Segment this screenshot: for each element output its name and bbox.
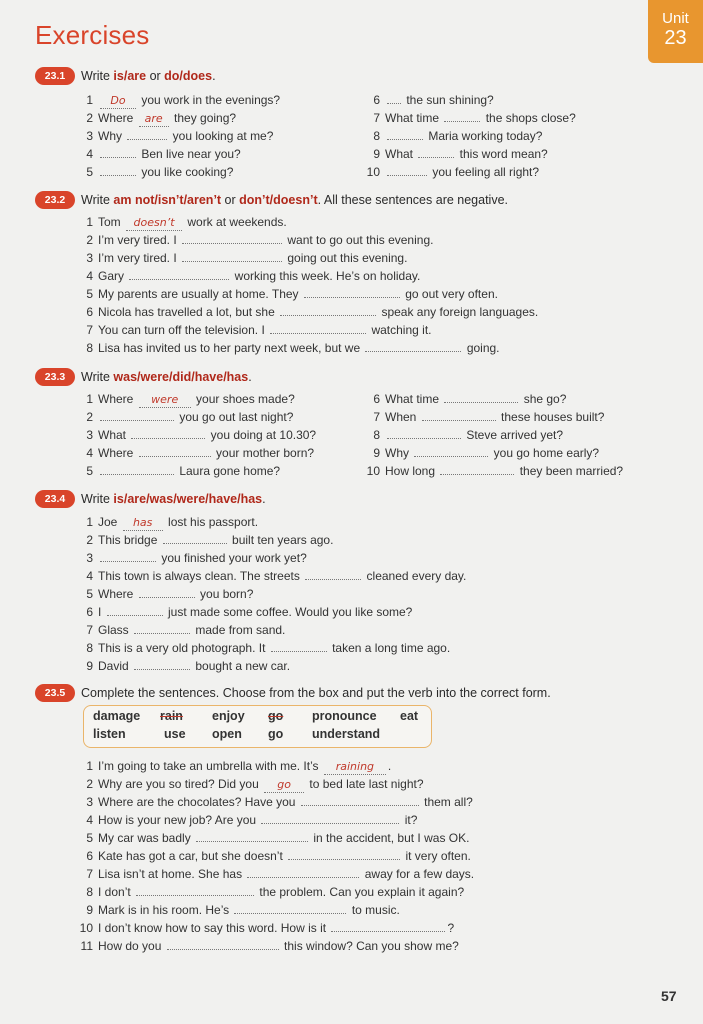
item-number: 8 <box>86 885 93 899</box>
item-text: Where <box>98 392 137 406</box>
exercise-badge: 23.3 <box>35 368 75 386</box>
exercise-instruction <box>81 368 252 386</box>
item-number: 6 <box>86 305 93 319</box>
item-text: go out very often. <box>401 287 498 301</box>
page-number: 57 <box>661 988 677 1004</box>
item-number: 1 <box>86 215 93 229</box>
item-text: speak any foreign languages. <box>378 305 539 319</box>
exercise-item <box>79 267 420 285</box>
answer-blank[interactable] <box>387 128 423 140</box>
item-text: Ben live near you? <box>138 147 241 161</box>
item-number: 3 <box>86 795 93 809</box>
item-text: the shops close? <box>482 111 576 125</box>
answer-blank[interactable] <box>304 286 400 298</box>
answer-blank[interactable] <box>129 268 229 280</box>
unit-number: 23 <box>664 27 687 49</box>
exercise-item <box>79 163 233 181</box>
item-text: the problem. Can you explain it again? <box>256 885 465 899</box>
item-text: Joe <box>98 515 121 529</box>
exercise-item <box>366 145 548 163</box>
exercise-item <box>79 621 285 639</box>
exercise-item <box>79 829 469 847</box>
exercise-instruction <box>81 67 216 85</box>
example-answer: Do <box>100 94 136 109</box>
item-text: How is your new job? Are you <box>98 813 260 827</box>
answer-blank[interactable] <box>127 128 167 140</box>
item-text: you go out last night? <box>176 410 294 424</box>
item-text: Lisa has invited us to her party next week, but we <box>98 341 364 355</box>
exercise-item <box>79 145 241 163</box>
unit-tab <box>648 0 703 63</box>
item-number: 5 <box>86 165 93 179</box>
item-number: 5 <box>86 464 93 478</box>
item-number: 8 <box>86 641 93 655</box>
item-number: 1 <box>86 515 93 529</box>
item-number: 2 <box>86 111 93 125</box>
example-answer: has <box>123 516 163 531</box>
item-text: the sun shining? <box>403 93 494 107</box>
answer-blank[interactable] <box>387 92 401 104</box>
answer-blank[interactable] <box>331 920 445 932</box>
item-number: 7 <box>86 867 93 881</box>
word-box <box>83 705 432 748</box>
answer-blank[interactable] <box>163 532 227 544</box>
instruction-text: . <box>248 370 252 384</box>
exercise-item <box>366 163 539 181</box>
item-number: 3 <box>86 428 93 442</box>
item-text: Laura gone home? <box>176 464 281 478</box>
item-number: 6 <box>373 392 380 406</box>
word-box-word: use <box>164 727 186 741</box>
instruction-text: Write <box>81 492 114 506</box>
item-text: just made some coffee. Would you like some? <box>164 605 413 619</box>
word-box-word: damage <box>93 709 141 723</box>
item-text: you born? <box>196 587 254 601</box>
item-number: 1 <box>86 759 93 773</box>
exercise-item <box>79 91 280 109</box>
answer-blank[interactable] <box>139 445 211 457</box>
answer-blank[interactable] <box>136 884 254 896</box>
item-number: 9 <box>86 659 93 673</box>
exercise-item <box>79 775 424 793</box>
item-number: 8 <box>373 129 380 143</box>
exercise-item <box>79 937 459 955</box>
answer-blank[interactable] <box>270 322 366 334</box>
item-text: What <box>98 428 130 442</box>
example-answer: were <box>139 393 191 408</box>
exercise-item <box>366 127 542 145</box>
exercise-item <box>79 213 287 231</box>
item-number: 5 <box>86 287 93 301</box>
exercise-item <box>366 462 623 480</box>
answer-blank[interactable] <box>387 427 461 439</box>
item-text: Lisa isn’t at home. She has <box>98 867 246 881</box>
instruction-text: . <box>212 69 216 83</box>
exercise-item <box>79 919 454 937</box>
item-text: work at weekends. <box>184 215 287 229</box>
word-box-word: listen <box>93 727 126 741</box>
answer-blank[interactable] <box>280 304 376 316</box>
exercise-item <box>79 567 466 585</box>
exercise-item <box>79 865 474 883</box>
item-text: your shoes made? <box>192 392 295 406</box>
item-text: you doing at 10.30? <box>207 428 317 442</box>
item-text: ? <box>447 921 455 935</box>
answer-blank[interactable] <box>247 866 359 878</box>
item-text: cleaned every day. <box>363 569 467 583</box>
item-text: working this week. He’s on holiday. <box>231 269 421 283</box>
exercise-item <box>79 462 280 480</box>
word-box-word: eat <box>400 709 419 723</box>
item-text: I’m very tired. I <box>98 251 181 265</box>
item-text: in the accident, but I was OK. <box>310 831 470 845</box>
target-words: was/were/did/have/has <box>113 370 249 384</box>
item-number: 4 <box>86 813 93 827</box>
item-text: Why <box>98 129 126 143</box>
item-text: What time <box>385 111 443 125</box>
instruction-text: or <box>221 193 240 207</box>
exercise-item <box>79 549 307 567</box>
item-number: 9 <box>373 147 380 161</box>
item-number: 10 <box>366 165 380 179</box>
answer-blank[interactable] <box>100 550 156 562</box>
exercise-instruction <box>81 191 508 209</box>
exercise-item <box>79 531 333 549</box>
item-text: Why <box>385 446 413 460</box>
exercise-item <box>79 426 316 444</box>
answer-blank[interactable] <box>182 232 282 244</box>
answer-blank[interactable] <box>139 586 195 598</box>
item-text: When <box>385 410 420 424</box>
answer-blank[interactable] <box>196 830 308 842</box>
instruction-text: Write <box>81 370 114 384</box>
answer-blank[interactable] <box>100 146 136 158</box>
item-text: it very often. <box>402 849 471 863</box>
instruction-text: or <box>146 69 165 83</box>
item-text: This bridge <box>98 533 161 547</box>
word-box-word: go <box>268 727 284 741</box>
exercise-item <box>79 408 293 426</box>
item-number: 6 <box>86 605 93 619</box>
example-answer: raining <box>324 760 386 775</box>
item-text: you go home early? <box>490 446 600 460</box>
item-number: 4 <box>86 269 93 283</box>
item-number: 7 <box>86 623 93 637</box>
item-text: away for a few days. <box>361 867 475 881</box>
exercise-badge: 23.1 <box>35 67 75 85</box>
item-text: they going? <box>170 111 237 125</box>
answer-blank[interactable] <box>107 604 163 616</box>
item-number: 2 <box>86 410 93 424</box>
exercise-item <box>79 109 236 127</box>
item-number: 7 <box>373 111 380 125</box>
exercise-item <box>79 657 290 675</box>
item-text: bought a new car. <box>192 659 291 673</box>
unit-label: Unit <box>662 10 689 27</box>
item-text: to bed late last night? <box>306 777 424 791</box>
item-number: 6 <box>86 849 93 863</box>
item-number: 5 <box>86 587 93 601</box>
item-text: Where <box>98 587 137 601</box>
exercise-item <box>79 883 464 901</box>
answer-blank[interactable] <box>134 658 190 670</box>
exercise-item <box>79 639 450 657</box>
item-text: this word mean? <box>456 147 548 161</box>
target-words: am not/isn’t/aren’t <box>113 193 222 207</box>
item-text: you looking at me? <box>169 129 274 143</box>
item-text: to music. <box>348 903 400 917</box>
item-number: 4 <box>86 446 93 460</box>
answer-blank[interactable] <box>444 110 480 122</box>
exercise-item <box>79 390 295 408</box>
answer-blank[interactable] <box>288 848 400 860</box>
exercise-item <box>79 231 433 249</box>
answer-blank[interactable] <box>234 902 346 914</box>
item-text: David <box>98 659 133 673</box>
item-text: I don’t <box>98 885 135 899</box>
item-text: Why are you so tired? Did you <box>98 777 263 791</box>
word-box-word: enjoy <box>212 709 245 723</box>
item-number: 7 <box>373 410 380 424</box>
item-text: made from sand. <box>192 623 286 637</box>
word-box-word: go <box>268 709 284 723</box>
exercise-item <box>79 585 253 603</box>
answer-blank[interactable] <box>422 409 496 421</box>
item-text: going. <box>463 341 500 355</box>
item-text: she go? <box>520 392 567 406</box>
item-text: My car was badly <box>98 831 195 845</box>
exercise-item <box>79 603 412 621</box>
exercise-badge: 23.5 <box>35 684 75 702</box>
item-text: these houses built? <box>497 410 605 424</box>
item-text: Tom <box>98 215 125 229</box>
exercise-item <box>79 249 407 267</box>
item-number: 2 <box>86 533 93 547</box>
answer-blank[interactable] <box>100 463 174 475</box>
item-number: 3 <box>86 251 93 265</box>
exercise-item <box>366 109 576 127</box>
item-text: built ten years ago. <box>228 533 334 547</box>
word-box-word: pronounce <box>312 709 377 723</box>
item-number: 10 <box>79 921 93 935</box>
answer-blank[interactable] <box>131 427 205 439</box>
item-text: Nicola has travelled a lot, but she <box>98 305 279 319</box>
item-number: 8 <box>373 428 380 442</box>
target-words: don’t/doesn’t <box>239 193 318 207</box>
answer-blank[interactable] <box>440 463 514 475</box>
exercise-item <box>79 901 400 919</box>
exercise-item <box>366 426 563 444</box>
item-text: you work in the evenings? <box>138 93 281 107</box>
word-box-word: rain <box>160 709 183 723</box>
item-text: your mother born? <box>212 446 315 460</box>
exercise-item <box>79 847 471 865</box>
item-number: 10 <box>366 464 380 478</box>
exercise-item <box>79 303 538 321</box>
item-number: 5 <box>86 831 93 845</box>
example-answer: are <box>139 112 169 127</box>
item-text: This town is always clean. The streets <box>98 569 304 583</box>
answer-blank[interactable] <box>271 640 327 652</box>
item-number: 11 <box>80 939 93 953</box>
item-number: 9 <box>86 903 93 917</box>
item-number: 2 <box>86 233 93 247</box>
item-text: lost his passport. <box>164 515 259 529</box>
example-answer: doesn’t <box>126 216 182 231</box>
exercise-badge: 23.2 <box>35 191 75 209</box>
exercise-item <box>79 127 273 145</box>
item-text: going out this evening. <box>284 251 408 265</box>
target-words: is/are/was/were/have/has <box>113 492 263 506</box>
exercise-item <box>79 811 417 829</box>
answer-blank[interactable] <box>301 794 419 806</box>
answer-blank[interactable] <box>444 391 518 403</box>
instruction-text: . All these sentences are negative. <box>317 193 509 207</box>
item-text: Gary <box>98 269 128 283</box>
word-box-word: open <box>212 727 242 741</box>
answer-blank[interactable] <box>261 812 399 824</box>
item-text: Mark is in his room. He’s <box>98 903 233 917</box>
exercise-item <box>79 793 473 811</box>
exercise-item <box>79 285 498 303</box>
item-text: Steve arrived yet? <box>463 428 564 442</box>
page-title: Exercises <box>35 20 150 50</box>
word-box-word: understand <box>312 727 381 741</box>
item-number: 8 <box>86 341 93 355</box>
item-text: How long <box>385 464 439 478</box>
item-text: Where are the chocolates? Have you <box>98 795 299 809</box>
item-number: 2 <box>86 777 93 791</box>
answer-blank[interactable] <box>100 409 174 421</box>
answer-blank[interactable] <box>365 340 461 352</box>
item-text: How do you <box>98 939 165 953</box>
item-text: I’m going to take an umbrella with me. It’s <box>98 759 322 773</box>
item-text: want to go out this evening. <box>284 233 434 247</box>
answer-blank[interactable] <box>100 164 136 176</box>
item-text: Maria working today? <box>425 129 543 143</box>
item-text: this window? Can you show me? <box>280 939 459 953</box>
exercise-item <box>366 91 494 109</box>
example-answer: go <box>264 778 304 793</box>
target-words: do/does <box>164 69 213 83</box>
item-number: 4 <box>86 147 93 161</box>
item-text: Glass <box>98 623 133 637</box>
exercise-item <box>79 321 432 339</box>
target-words: is/are <box>113 69 147 83</box>
item-text: I’m very tired. I <box>98 233 181 247</box>
answer-blank[interactable] <box>387 164 427 176</box>
item-number: 3 <box>86 129 93 143</box>
item-text: My parents are usually at home. They <box>98 287 302 301</box>
exercise-instruction <box>81 490 266 508</box>
item-number: 3 <box>86 551 93 565</box>
exercise-item <box>79 757 391 775</box>
answer-blank[interactable] <box>414 445 488 457</box>
exercise-item <box>79 444 314 462</box>
item-number: 1 <box>86 93 93 107</box>
item-text: I don’t know how to say this word. How is it <box>98 921 330 935</box>
item-number: 4 <box>86 569 93 583</box>
item-number: 1 <box>86 392 93 406</box>
answer-blank[interactable] <box>182 250 282 262</box>
item-text: taken a long time ago. <box>328 641 451 655</box>
item-text: What time <box>385 392 443 406</box>
item-text: you finished your work yet? <box>158 551 307 565</box>
item-number: 9 <box>373 446 380 460</box>
item-text: What <box>385 147 417 161</box>
item-text: you feeling all right? <box>429 165 540 179</box>
exercise-instruction <box>81 684 551 702</box>
instruction-text: Complete the sentences. Choose from the box and put the verb into the correct form. <box>81 686 551 700</box>
item-text: Kate has got a car, but she doesn’t <box>98 849 287 863</box>
item-text: Where <box>98 111 137 125</box>
instruction-text: Write <box>81 193 114 207</box>
instruction-text: . <box>262 492 266 506</box>
item-text: I <box>98 605 105 619</box>
item-number: 7 <box>86 323 93 337</box>
answer-blank[interactable] <box>418 146 454 158</box>
instruction-text: Write <box>81 69 114 83</box>
item-text: This is a very old photograph. It <box>98 641 269 655</box>
item-number: 6 <box>373 93 380 107</box>
exercise-item <box>79 513 258 531</box>
answer-blank[interactable] <box>305 568 361 580</box>
item-text: . <box>387 759 392 773</box>
exercise-item <box>366 444 599 462</box>
item-text: them all? <box>420 795 473 809</box>
item-text: it? <box>401 813 418 827</box>
item-text: You can turn off the television. I <box>98 323 269 337</box>
answer-blank[interactable] <box>167 938 279 950</box>
exercise-badge: 23.4 <box>35 490 75 508</box>
item-text: watching it. <box>368 323 432 337</box>
answer-blank[interactable] <box>134 622 190 634</box>
item-text: you like cooking? <box>138 165 234 179</box>
exercise-item <box>366 390 566 408</box>
exercise-item <box>79 339 500 357</box>
item-text: they been married? <box>516 464 624 478</box>
item-text: Where <box>98 446 137 460</box>
exercise-item <box>366 408 604 426</box>
